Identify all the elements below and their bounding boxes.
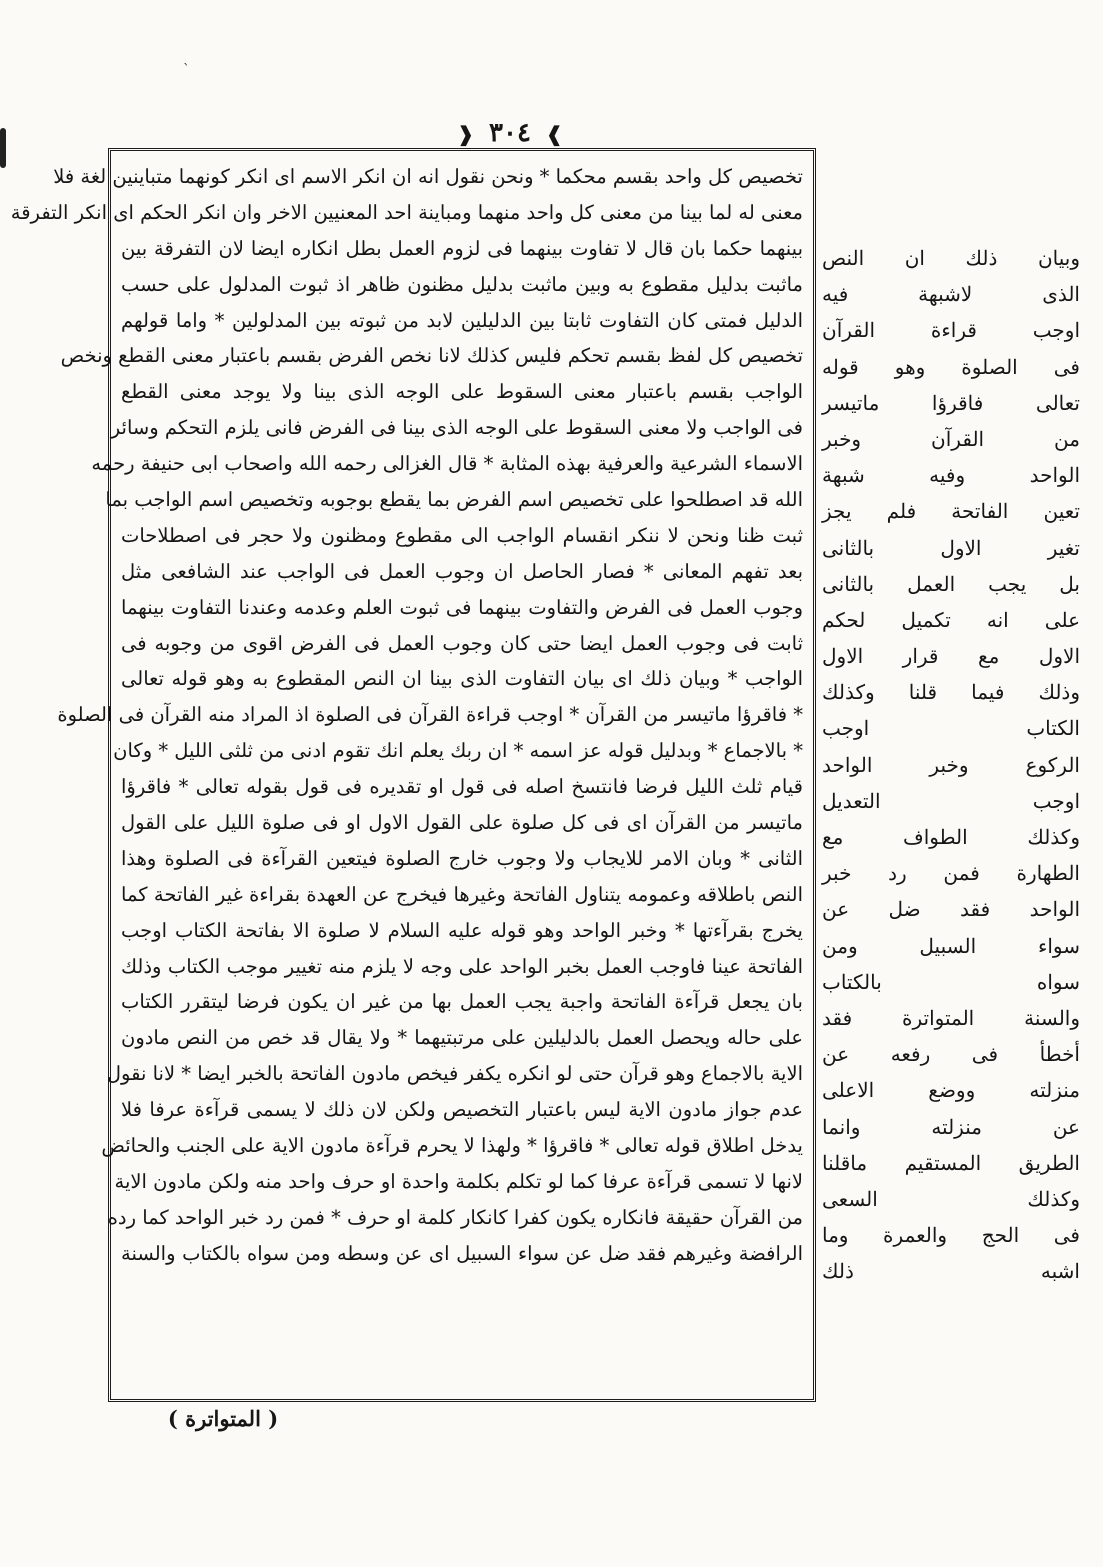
main-text-line: الدليل فمتى كان التفاوت ثابتا بين الدليلين لابد من ثبوته بين المدلولين * واما قولهم <box>121 308 803 332</box>
margin-text-line: سواه بالكتاب <box>822 969 1080 994</box>
main-text-line <box>121 1308 803 1344</box>
main-text-line: * بالاجماع * وبدليل قوله عز اسمه * ان ربك يعلم انك تقوم ادنى من ثلثى الليل * وكان <box>113 739 803 763</box>
main-text-line: قيام ثلث الليل فرضا فانتسخ اصله فى قول او تقديره فى قول بقوله تعالى * فاقرؤا <box>121 775 803 799</box>
margin-text-line: تعين الفاتحة فلم يجز <box>822 499 1080 524</box>
margin-text-line: الواحد فقد ضل عن <box>822 897 1080 922</box>
main-text-line: معنى له لما بينا من معنى كل واحد منهما ومباينة احد المعنيين الاخر وان انكر الحكم اى انكر التفرقة <box>10 200 803 224</box>
main-text-line: يدخل اطلاق قوله تعالى * فاقرؤا * ولهذا لا يحرم قرآءة مادون الاية على الجنب والحائض <box>101 1134 803 1158</box>
margin-text-line: وكذلك السعى <box>822 1186 1080 1211</box>
margin-text-line: سواء السبيل ومن <box>822 933 1080 958</box>
main-text-line: الواجب بقسم باعتبار معنى السقوط على الوجه الذى بينا ولا يوجد معنى القطع <box>121 380 803 404</box>
main-text-line: الفاتحة عينا فاوجب العمل بخبر الواحد على وجه لا يلزم منه تغيير موجب الكتاب وذلك <box>121 954 803 978</box>
margin-text-line: الواحد وفيه شبهة <box>822 463 1080 488</box>
main-text-line: ماثبت بدليل مقطوع به وبين ماثبت بدليل مظنون ظاهر اذ ثبوت المدلول على حسب <box>121 272 803 296</box>
main-text-line: * فاقرؤا ماتيسر من القرآن * اوجب قراءة القرآن فى الصلوة اذ المراد منه القرآن فى الصلوة <box>57 703 803 727</box>
main-text-line: على حاله ويحصل العمل بالدليلين على مرتبتيهما * ولا يقال قد خص من النص مادون <box>121 1026 803 1050</box>
main-text-line: الواجب * وبيان ذلك اى بيان التفاوت الذى بينا ان النص المقطوع به وهو قوله تعالى <box>121 667 803 691</box>
main-text-line: النص باطلاقه وعمومه يتناول الفاتحة وغيرها فيخرج عن العهدة بقراءة غير الفاتحة كما <box>121 882 803 906</box>
main-text-line: الرافضة وغيرهم فقد ضل عن سواء السبيل اى عن وسطه ومن سواه بالكتاب والسنة <box>121 1241 803 1265</box>
main-text-line: تخصيص كل لفظ بقسم تحكم فليس كذلك لانا نخص الفرض بقسم باعتبار معنى القطع ونخص <box>60 344 803 368</box>
stray-mark: ˋ <box>183 62 190 78</box>
page-edge-mark <box>0 128 6 168</box>
main-text-line: بان يجعل قرآءة الفاتحة واجبة يجب العمل بها من غير ان يكون فرضا ليتقرر الكتاب <box>121 990 803 1014</box>
margin-commentary <box>822 240 1080 1289</box>
margin-text-line: فى الصلوة وهو قوله <box>822 354 1080 379</box>
page-number-value: ٣٠٤ <box>489 118 531 148</box>
page-number <box>420 118 600 148</box>
margin-text-line: الذى لاشبهة فيه <box>822 282 1080 307</box>
margin-text-line: اشبه ذلك <box>822 1259 1080 1284</box>
margin-text-line: وذلك فيما قلنا وكذلك <box>822 680 1080 705</box>
catchword: ( المتواترة ) <box>167 1406 279 1431</box>
main-text-line: لانها لا تسمى قرآءة عرفا كما لو تكلم بكلمة واحدة او حرف واحد منه ولكن مادون الاية <box>114 1169 803 1193</box>
main-text-line: تخصيص كل واحد بقسم محكما * ونحن نقول انه ان انكر الاسم اى انكر كونهما متباينين لغة فلا <box>53 165 803 188</box>
margin-text-line: أخطأ فى رفعه عن <box>822 1042 1080 1067</box>
main-text-line: من القرآن حقيقة فانكاره يكون كفرا كانكار كلمة او حرف * فمن رد خبر الواحد كما رده <box>107 1205 803 1229</box>
main-text-line: بينهما حكما بان قال لا تفاوت بينهما فى لزوم العمل بطل انكاره ايضا لان التفرقة بين <box>121 236 803 260</box>
main-text-frame <box>10 148 816 1402</box>
ornament-right: ❱ <box>546 122 563 146</box>
main-text-line: عدم جواز مادون الاية ليس باعتبار التخصيص ولكن لان ذلك لا يسمى قرآءة عرفا فلا <box>121 1098 803 1122</box>
margin-text-line: وكذلك الطواف مع <box>822 825 1080 849</box>
main-text-line: الله قد اصطلحوا على تخصيص اسم الفرض بما يقطع بوجوبه وتخصيص اسم الواجب بما <box>105 488 803 512</box>
margin-text-line: الطريق المستقيم ماقلنا <box>822 1150 1080 1175</box>
main-text-line: ثبت ظنا ونحن لا ننكر انقسام الواجب الى مقطوع ومظنون ولا حجر فى اصطلاحات <box>121 523 803 547</box>
main-text-line: ماتيسر من القرآن اى فى كل صلوة على القول الاول او فى صلوة الليل على القول <box>121 811 803 835</box>
margin-text-line: اوجب قراءة القرآن <box>822 318 1080 343</box>
main-text-line <box>121 1343 803 1379</box>
main-text-line <box>121 1272 803 1308</box>
margin-text-line: بل يجب العمل بالثانى <box>822 571 1080 596</box>
margin-text-line: الطهارة فمن رد خبر <box>822 861 1080 886</box>
margin-text-line: الكتاب اوجب <box>822 716 1080 741</box>
main-text-line: الاية بالاجماع وهو قرآن حتى لو انكره يكفر فيخص مادون الفاتحة بالخبر ايضا * لانا نقول <box>106 1062 803 1086</box>
margin-text-line: اوجب التعديل <box>822 788 1080 813</box>
margin-text-line: عن منزلته وانما <box>822 1114 1080 1139</box>
margin-text-line: الاول مع قرار الاول <box>822 644 1080 669</box>
main-text-line: وجوب العمل فى الفرض والتفاوت بينهما فى ثبوت العلم وعدمه وعندنا التفاوت بينهما <box>121 595 803 619</box>
margin-text-line: تغير الاول بالثانى <box>822 535 1080 560</box>
margin-text-line: على انه تكميل لحكم <box>822 607 1080 632</box>
margin-text-line: والسنة المتواترة فقد <box>822 1005 1080 1030</box>
main-text-line: الاسماء الشرعية والعرفية بهذه المثابة * قال الغزالى رحمه الله واصحاب ابى حنيفة رحمه <box>91 452 803 476</box>
main-text-line: الثانى * وبان الامر للايجاب ولا وجوب خارج الصلوة فيتعين القرآءة فى الصلوة وهذا <box>121 846 803 870</box>
margin-text-line: تعالى فاقرؤا ماتيسر <box>822 390 1080 415</box>
margin-text-line: من القرآن وخبر <box>822 426 1080 451</box>
margin-text-line: منزلته ووضع الاعلى <box>822 1078 1080 1103</box>
main-text-line: يخرج بقرآءتها * وخبر الواحد وهو قوله عليه السلام لا صلوة الا بفاتحة الكتاب اوجب <box>121 918 803 942</box>
margin-text-line: فى الحج والعمرة وما <box>822 1223 1080 1248</box>
margin-text-line: الركوع وخبر الواحد <box>822 752 1080 777</box>
margin-text-line: وبيان ذلك ان النص <box>822 246 1080 270</box>
main-text-line: فى الواجب ولا معنى السقوط على الوجه الذى بينا فى الفرض فانى يلزم التحكم وسائر <box>110 416 803 440</box>
main-text-line: ثابت فى وجوب العمل ايضا حتى كان وجوب العمل فى الفرض اقوى من وجوبه فى <box>121 631 803 655</box>
ornament-left: ❰ <box>457 122 474 146</box>
main-text-line: بعد تفهم المعانى * فصار الحاصل ان وجوب العمل فى الواجب عند الشافعى مثل <box>121 559 803 583</box>
